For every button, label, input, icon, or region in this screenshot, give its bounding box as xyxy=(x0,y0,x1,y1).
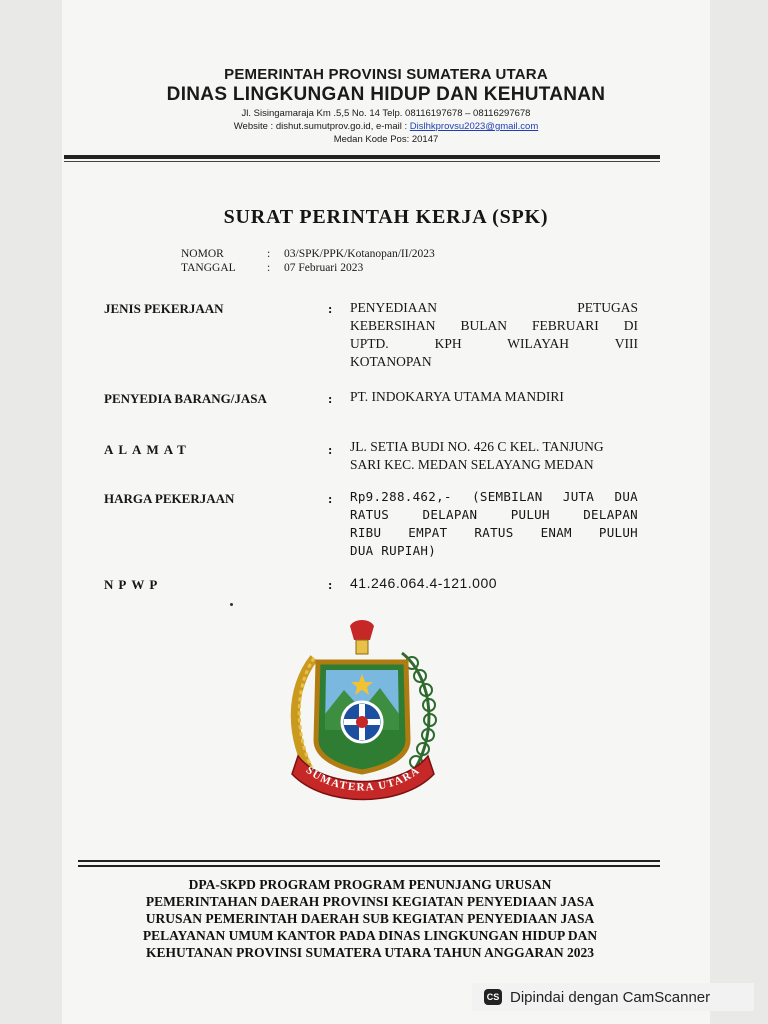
alamat-colon: : xyxy=(328,442,333,457)
jenis-line: KOTANOPAN xyxy=(350,354,432,369)
document-title: SURAT PERINTAH KERJA (SPK) xyxy=(223,206,549,228)
email-link[interactable]: Dislhkprovsu2023@gmail.com xyxy=(409,121,539,132)
postal-code: Medan Kode Pos: 20147 xyxy=(333,134,439,145)
harga-line: RATUS DELAPAN PULUH DELAPAN xyxy=(350,507,638,522)
website-text: Website : dishut.sumutprov.go.id, e-mail : xyxy=(233,121,410,132)
camscanner-label: Dipindai dengan CamScanner xyxy=(510,988,711,1006)
jenis-pekerjaan-label: JENIS PEKERJAAN xyxy=(104,301,224,316)
harga-line: DUA RUPIAH) xyxy=(350,543,437,558)
camscanner-watermark xyxy=(472,983,754,1011)
header-divider xyxy=(64,155,660,159)
harga-value xyxy=(350,488,638,560)
jenis-line: PENYEDIAAN PETUGAS xyxy=(350,300,638,315)
alamat-line: JL. SETIA BUDI NO. 426 C KEL. TANJUNG xyxy=(350,439,604,454)
agency-name: DINAS LINGKUNGAN HIDUP DAN KEHUTANAN xyxy=(166,84,606,105)
npwp-value: 41.246.064.4-121.000 xyxy=(350,575,498,591)
penyedia-colon: : xyxy=(328,391,333,406)
nomor-colon: : xyxy=(267,248,271,260)
footer-line: PELAYANAN UMUM KANTOR PADA DINAS LINGKUNGAN HIDUP DAN xyxy=(142,928,598,943)
harga-line: RIBU EMPAT RATUS ENAM PULUH xyxy=(350,525,638,540)
jenis-pekerjaan-value xyxy=(350,299,638,371)
jenis-line: UPTD. KPH WILAYAH VIII xyxy=(350,336,638,351)
tanggal-value: 07 Februari 2023 xyxy=(284,262,364,274)
government-name: PEMERINTAH PROVINSI SUMATERA UTARA xyxy=(224,66,548,83)
npwp-label: NPWP xyxy=(104,577,163,592)
scan-speck xyxy=(230,603,233,606)
sumatera-utara-emblem xyxy=(284,618,442,808)
footer-line: DPA-SKPD PROGRAM PROGRAM PENUNJANG URUSAN xyxy=(188,877,552,892)
footer-divider-thin xyxy=(78,865,660,867)
jenis-line: KEBERSIHAN BULAN FEBRUARI DI xyxy=(350,318,638,333)
header-divider-thin xyxy=(64,161,660,162)
footer-line: PEMERINTAHAN DAERAH PROVINSI KEGIATAN PENYEDIAAN JASA xyxy=(145,894,595,909)
npwp-colon: : xyxy=(328,577,333,592)
penyedia-label: PENYEDIA BARANG/JASA xyxy=(104,391,267,406)
emblem-banner-text: SUMATERA UTARA xyxy=(303,764,423,794)
tanggal-label: TANGGAL xyxy=(181,262,236,274)
budget-program-text xyxy=(90,876,650,961)
alamat-value xyxy=(350,438,638,474)
footer-line: URUSAN PEMERINTAH DAERAH SUB KEGIATAN PENYEDIAAN JASA xyxy=(145,911,595,926)
harga-line: Rp9.288.462,- (SEMBILAN JUTA DUA xyxy=(350,489,638,504)
harga-colon: : xyxy=(328,491,333,506)
alamat-label: ALAMAT xyxy=(104,442,191,457)
jenis-colon: : xyxy=(328,301,333,316)
footer-line: KEHUTANAN PROVINSI SUMATERA UTARA TAHUN ANGGARAN 2023 xyxy=(145,945,595,960)
torch-icon xyxy=(350,620,374,654)
nomor-label: NOMOR xyxy=(181,248,224,260)
alamat-line: SARI KEC. MEDAN SELAYANG MEDAN xyxy=(350,457,594,472)
camscanner-icon: CS xyxy=(484,989,502,1005)
agency-contact xyxy=(62,121,710,132)
penyedia-value: PT. INDOKARYA UTAMA MANDIRI xyxy=(350,389,564,404)
tanggal-colon: : xyxy=(267,262,271,274)
cross-ornament-icon xyxy=(342,702,382,742)
cotton-icon xyxy=(406,657,436,768)
nomor-value: 03/SPK/PPK/Kotanopan/II/2023 xyxy=(284,248,435,260)
footer-divider xyxy=(78,860,660,862)
agency-address: Jl. Sisingamaraja Km .5,5 No. 14 Telp. 08116197678 – 08116297678 xyxy=(241,108,531,119)
harga-label: HARGA PEKERJAAN xyxy=(104,491,235,506)
